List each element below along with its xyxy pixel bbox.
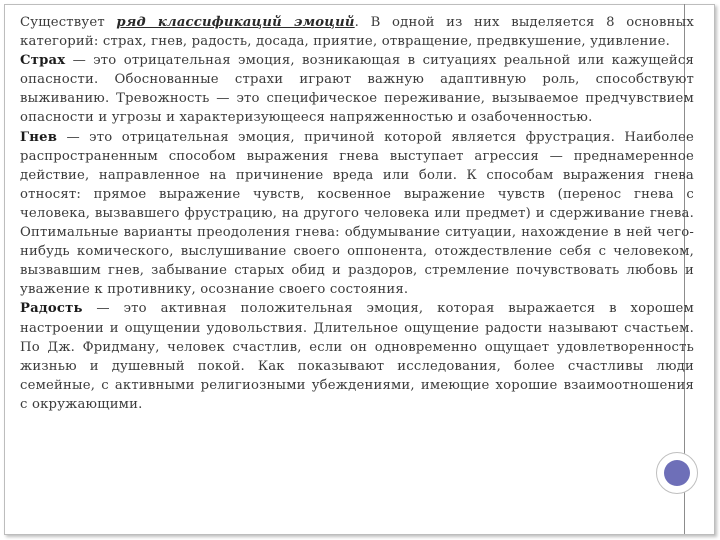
bullet-inner-circle [664, 460, 690, 486]
joy-term: Радость [20, 301, 83, 317]
fear-paragraph [20, 51, 694, 127]
intro-text-start: Существует [20, 15, 117, 30]
intro-paragraph [20, 13, 694, 51]
fear-term: Страх [20, 53, 66, 69]
intro-text-end: . В одной из них выделяется 8 основных категорий: страх, гнев, радость, досада, приятие, отвращение, предвкушение, удивление. [20, 15, 694, 50]
fear-definition: — это отрицательная эмоция, возникающая в ситуациях реальной или кажущейся опасности. Обоснованные страхи играют важную адаптивную роль, способствуют выживанию. Тревожность — это специфическое переживание, вызываемое предчувствием опасности и угрозы и характеризующееся напряженностью и озабоченностью. [20, 53, 694, 126]
anger-paragraph [20, 128, 694, 300]
joy-definition: — это активная положительная эмоция, которая выражается в хорошем настроении и ощущении удовольствия. Длительное ощущение радости называют счастьем. По Дж. Фридману, человек счастлив, если он одновременно ощущает удовлетворенность жизнью и душевный покой. Как показывают исследования, более счастливы люди семейные, с активными религиозными убеждениями, имеющие хорошие взаимоотношения с окружающими. [20, 301, 694, 412]
classification-link[interactable]: ряд классификаций эмоций [116, 15, 355, 30]
slide-text-body [20, 13, 694, 414]
joy-paragraph [20, 299, 694, 414]
slide-bullet-circle [656, 452, 698, 494]
anger-definition: — это отрицательная эмоция, причиной которой является фрустрация. Наиболее распространенным способом выражения гнева выступает агрессия — преднамеренное действие, направленное на причинение вреда или боли. К способам выражения гнева относят: прямое выражение чувств, косвенное выражение чувств (перенос гнева с человека, вызвавшего фрустрацию, на другого человека или предмет) и сдерживание гнева. Оптимальные варианты преодоления гнева: обдумывание ситуации, нахождение в ней чего-нибудь комического, выслушивание своего оппонента, отождествление себя с человеком, вызвавшим гнев, забывание старых обид и раздоров, стремление почувствовать любовь и уважение к противнику, осознание своего состояния. [20, 129, 694, 298]
anger-term: Гнев [20, 129, 58, 145]
